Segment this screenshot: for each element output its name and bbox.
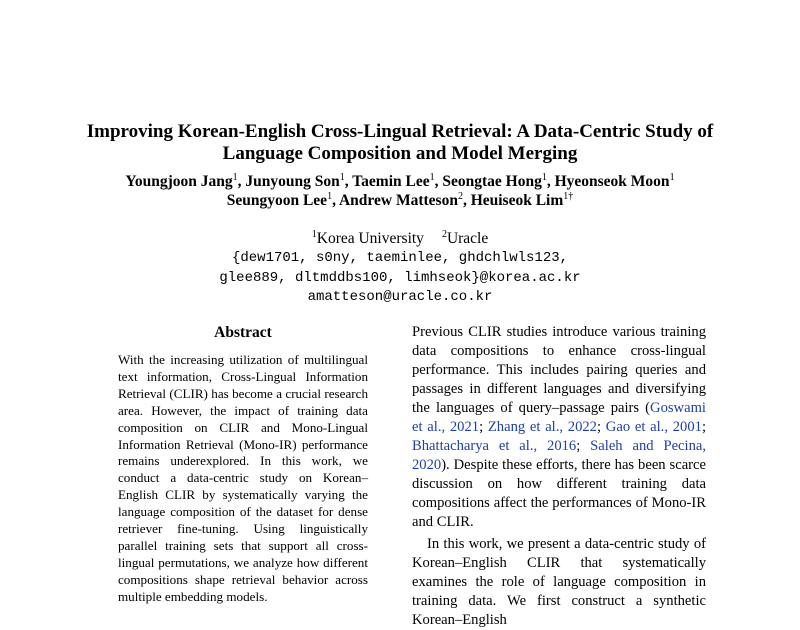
author-list <box>60 172 740 210</box>
citation-separator: ; <box>479 419 488 435</box>
introduction-column <box>412 323 707 628</box>
author-affil-mark: 1 <box>669 171 675 183</box>
affil-mark: 1 <box>311 228 317 240</box>
author-name: Seongtae Hong <box>442 173 542 190</box>
citation-link[interactable]: Saleh and Pecina, 2020 <box>412 438 707 473</box>
paper-title: Improving Korean-English Cross-Lingual Retrieval: A Data-Centric Study of Language Composition and Model Merging <box>86 121 714 164</box>
email-line: glee889, dltmddbs100, limhseok}@korea.ac.kr <box>219 269 581 286</box>
paragraph-text: ). Despite these efforts, there has been scarce discussion on how different training data compositions affect the performances of Mono-IR and CLIR. <box>412 457 706 530</box>
citation-separator: ; <box>596 419 606 435</box>
body-paragraph: In this work, we present a data-centric study of Korean–English CLIR that systematically examines the role of language composition in training data. We first construct a synthetic Korean–English <box>412 536 706 628</box>
author-affil-mark: 1 <box>327 190 333 202</box>
author-name: Seungyoon Lee <box>226 192 328 209</box>
abstract-heading: Abstract <box>214 324 272 341</box>
author-affil-mark: 1 <box>232 171 238 183</box>
email-line: amatteson@uracle.co.kr <box>307 289 493 305</box>
author-name: Hyeonseok Moon <box>554 173 670 190</box>
email-line: {dew1701, s0ny, taeminlee, ghdchlwls123, <box>231 250 569 266</box>
author-name: Heuiseok Lim <box>470 192 564 209</box>
author-name: Junyoung Son <box>245 173 340 190</box>
citation-separator: ; <box>576 438 591 454</box>
author-name: Andrew Matteson <box>338 192 458 209</box>
affiliations <box>60 229 740 248</box>
author-affil-mark: 1† <box>563 190 574 202</box>
author-affil-mark: 1 <box>429 171 435 183</box>
citation-link[interactable]: Gao et al., 2001 <box>605 419 702 435</box>
affiliation-name: Korea University <box>316 230 424 247</box>
body-paragraph <box>412 323 706 532</box>
author-affil-mark: 2 <box>457 190 463 202</box>
author-line-1: Youngjoon Jang$^1$, Junyoung Son$^1$, Taemin Lee$^1$, Seongtae Hong$^1$, Hyeonseok Moon$^1$ <box>125 171 675 190</box>
author-name: Youngjoon Jang <box>125 173 233 190</box>
paragraph-text: Previous CLIR studies introduce various training data compositions to enhance cross-lingual performance. This includes pairing queries and passages in different languages and diversifying the languages of query–passage pairs ( <box>412 324 706 416</box>
citation-separator: ; <box>701 419 706 435</box>
author-name: Taemin Lee <box>352 173 430 190</box>
affil-mark: 2 <box>441 228 447 240</box>
author-affil-mark: 1 <box>339 171 345 183</box>
author-affil-mark: 1 <box>541 171 547 183</box>
author-line-2: Seungyoon Lee$^1$, Andrew Matteson$^2$, Heuiseok Lim$^{1\dagger}$ <box>226 190 574 209</box>
citation-link[interactable]: Bhattacharya et al., 2016 <box>412 438 577 454</box>
abstract-text: With the increasing utilization of multilingual text information, Cross-Lingual Information Retrieval (CLIR) has become a crucial research area. However, the impact of training data composition on CLIR and Mono-Lingual Information Retrieval (Mono-IR) performance remains underexplored. In this work, we conduct a data-centric study on Korean–English CLIR by systematically varying the language composition of the dataset for dense retriever fine-tuning. Using linguistically parallel training sets that support all cross-lingual permutations, we analyze how different compositions shape retrieval behavior across multiple embedding models. <box>118 352 368 604</box>
citation-link[interactable]: Goswami et al., 2021 <box>412 400 706 435</box>
citation-link[interactable]: Zhang et al., 2022 <box>487 419 597 435</box>
email-block <box>60 249 740 308</box>
affiliation-name: Uracle <box>446 230 489 247</box>
